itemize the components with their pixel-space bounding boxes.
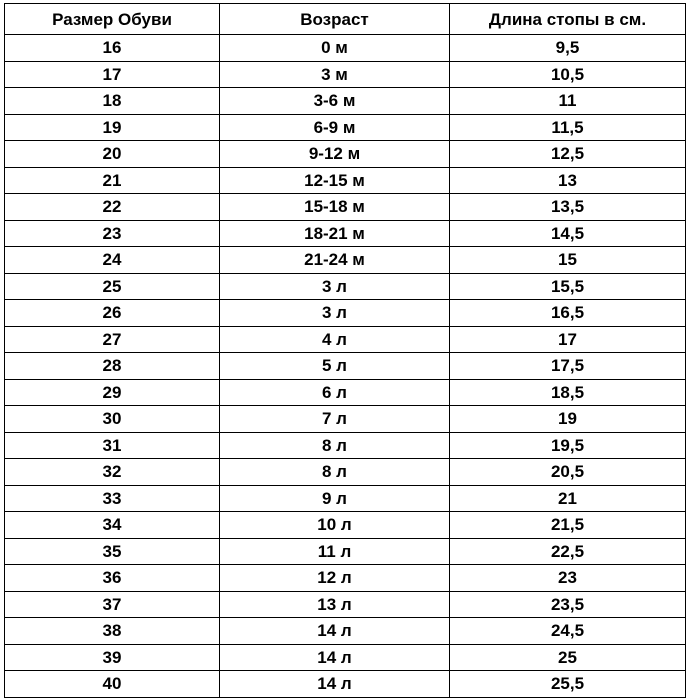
cell-age: 3 м [220, 61, 450, 88]
table-row [5, 141, 686, 168]
cell-shoe-size: 31 [5, 432, 220, 459]
cell-shoe-size: 33 [5, 485, 220, 512]
table-row [5, 485, 686, 512]
cell-age: 6-9 м [220, 114, 450, 141]
cell-shoe-size: 25 [5, 273, 220, 300]
header-age: Возраст [220, 4, 450, 35]
cell-shoe-size: 39 [5, 644, 220, 671]
cell-shoe-size: 23 [5, 220, 220, 247]
cell-age: 14 л [220, 644, 450, 671]
cell-foot-length: 20,5 [450, 459, 686, 486]
table-row [5, 326, 686, 353]
cell-foot-length: 25 [450, 644, 686, 671]
table-row [5, 35, 686, 62]
cell-foot-length: 21 [450, 485, 686, 512]
cell-foot-length: 22,5 [450, 538, 686, 565]
table-header [5, 4, 686, 35]
table-row [5, 459, 686, 486]
cell-age: 7 л [220, 406, 450, 433]
cell-foot-length: 23,5 [450, 591, 686, 618]
cell-shoe-size: 32 [5, 459, 220, 486]
cell-shoe-size: 17 [5, 61, 220, 88]
cell-age: 12-15 м [220, 167, 450, 194]
table-row [5, 114, 686, 141]
cell-foot-length: 15 [450, 247, 686, 274]
cell-foot-length: 21,5 [450, 512, 686, 539]
cell-foot-length: 18,5 [450, 379, 686, 406]
cell-foot-length: 19,5 [450, 432, 686, 459]
cell-age: 5 л [220, 353, 450, 380]
cell-shoe-size: 28 [5, 353, 220, 380]
table-row [5, 247, 686, 274]
table-row [5, 565, 686, 592]
cell-age: 0 м [220, 35, 450, 62]
table-row [5, 220, 686, 247]
cell-age: 9-12 м [220, 141, 450, 168]
cell-age: 3 л [220, 300, 450, 327]
cell-foot-length: 13,5 [450, 194, 686, 221]
cell-age: 8 л [220, 432, 450, 459]
cell-age: 9 л [220, 485, 450, 512]
cell-foot-length: 19 [450, 406, 686, 433]
cell-shoe-size: 19 [5, 114, 220, 141]
cell-foot-length: 9,5 [450, 35, 686, 62]
cell-age: 4 л [220, 326, 450, 353]
cell-age: 3 л [220, 273, 450, 300]
table-row [5, 353, 686, 380]
cell-shoe-size: 30 [5, 406, 220, 433]
cell-shoe-size: 34 [5, 512, 220, 539]
cell-foot-length: 16,5 [450, 300, 686, 327]
cell-age: 15-18 м [220, 194, 450, 221]
cell-age: 12 л [220, 565, 450, 592]
cell-age: 8 л [220, 459, 450, 486]
cell-shoe-size: 22 [5, 194, 220, 221]
cell-age: 3-6 м [220, 88, 450, 115]
cell-age: 6 л [220, 379, 450, 406]
table-row [5, 406, 686, 433]
cell-foot-length: 10,5 [450, 61, 686, 88]
cell-foot-length: 23 [450, 565, 686, 592]
cell-age: 18-21 м [220, 220, 450, 247]
cell-shoe-size: 16 [5, 35, 220, 62]
cell-age: 10 л [220, 512, 450, 539]
table-row [5, 300, 686, 327]
table-row [5, 273, 686, 300]
table-row [5, 88, 686, 115]
cell-foot-length: 13 [450, 167, 686, 194]
table-row [5, 61, 686, 88]
cell-foot-length: 14,5 [450, 220, 686, 247]
cell-foot-length: 15,5 [450, 273, 686, 300]
cell-shoe-size: 18 [5, 88, 220, 115]
cell-shoe-size: 24 [5, 247, 220, 274]
cell-shoe-size: 20 [5, 141, 220, 168]
table-row [5, 591, 686, 618]
cell-shoe-size: 35 [5, 538, 220, 565]
shoe-size-table [4, 3, 686, 698]
cell-foot-length: 17,5 [450, 353, 686, 380]
cell-shoe-size: 40 [5, 671, 220, 698]
cell-shoe-size: 36 [5, 565, 220, 592]
table-row [5, 644, 686, 671]
table-row [5, 432, 686, 459]
cell-shoe-size: 27 [5, 326, 220, 353]
cell-foot-length: 25,5 [450, 671, 686, 698]
cell-age: 14 л [220, 618, 450, 645]
cell-age: 21-24 м [220, 247, 450, 274]
table-row [5, 512, 686, 539]
table-row [5, 167, 686, 194]
cell-age: 13 л [220, 591, 450, 618]
header-row [5, 4, 686, 35]
header-shoe-size: Размер Обуви [5, 4, 220, 35]
table-row [5, 618, 686, 645]
table-row [5, 379, 686, 406]
cell-shoe-size: 38 [5, 618, 220, 645]
cell-shoe-size: 21 [5, 167, 220, 194]
table-row [5, 538, 686, 565]
cell-foot-length: 24,5 [450, 618, 686, 645]
cell-age: 14 л [220, 671, 450, 698]
cell-age: 11 л [220, 538, 450, 565]
cell-foot-length: 12,5 [450, 141, 686, 168]
table-row [5, 671, 686, 698]
header-foot-length: Длина стопы в см. [450, 4, 686, 35]
cell-shoe-size: 29 [5, 379, 220, 406]
table-body [5, 35, 686, 698]
cell-foot-length: 11,5 [450, 114, 686, 141]
cell-foot-length: 17 [450, 326, 686, 353]
cell-shoe-size: 26 [5, 300, 220, 327]
table-row [5, 194, 686, 221]
cell-foot-length: 11 [450, 88, 686, 115]
cell-shoe-size: 37 [5, 591, 220, 618]
